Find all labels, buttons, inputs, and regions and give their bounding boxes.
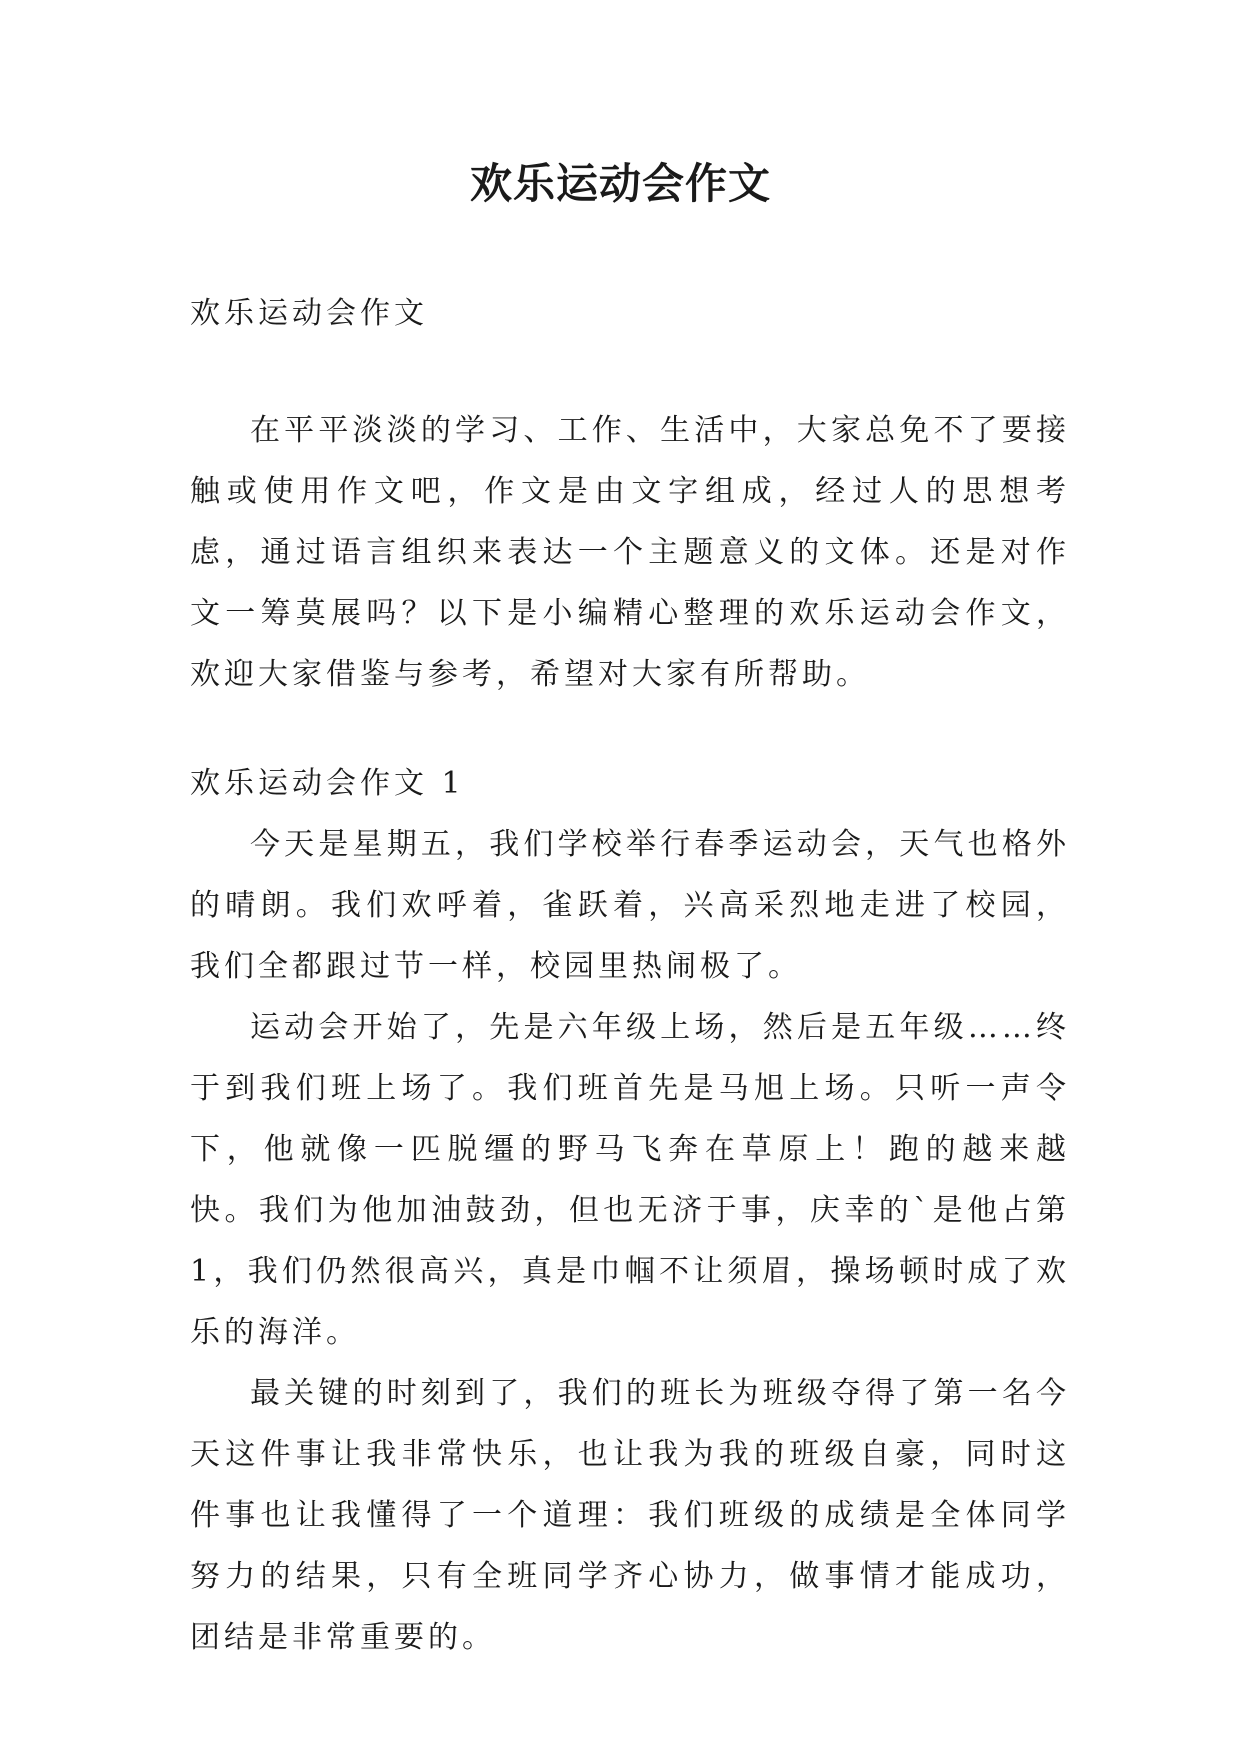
document-title: 欢乐运动会作文 bbox=[469, 159, 771, 208]
document-subtitle: 欢乐运动会作文 bbox=[190, 296, 428, 331]
essay-paragraph: 今天是星期五，我们学校举行春季运动会，天气也格外的晴朗。我们欢呼着，雀跃着，兴高采烈地走进了校园，我们全都跟过节一样，校园里热闹极了。 bbox=[190, 827, 1070, 984]
intro-paragraph: 在平平淡淡的学习、工作、生活中，大家总免不了要接触或使用作文吧，作文是由文字组成，经过人的思想考虑，通过语言组织来表达一个主题意义的文体。还是对作文一筹莫展吗？以下是小编精心整理的欢乐运动会作文，欢迎大家借鉴与参考，希望对大家有所帮助。 bbox=[190, 413, 1070, 692]
section-heading: 欢乐运动会作文 1 bbox=[190, 766, 465, 801]
essay-body bbox=[190, 814, 1070, 1668]
essay-paragraph: 运动会开始了，先是六年级上场，然后是五年级……终于到我们班上场了。我们班首先是马旭上场。只听一声令下，他就像一匹脱缰的野马飞奔在草原上！跑的越来越快。我们为他加油鼓劲，但也无济于事，庆幸的`是他占第 1，我们仍然很高兴，真是巾帼不让须眉，操场顿时成了欢乐的海洋。 bbox=[190, 1010, 1070, 1350]
essay-paragraph: 最关键的时刻到了，我们的班长为班级夺得了第一名今天这件事让我非常快乐，也让我为我的班级自豪，同时这件事也让我懂得了一个道理：我们班级的成绩是全体同学努力的结果，只有全班同学齐心协力，做事情才能成功，团结是非常重要的。 bbox=[190, 1376, 1070, 1655]
intro-block bbox=[190, 400, 1070, 705]
